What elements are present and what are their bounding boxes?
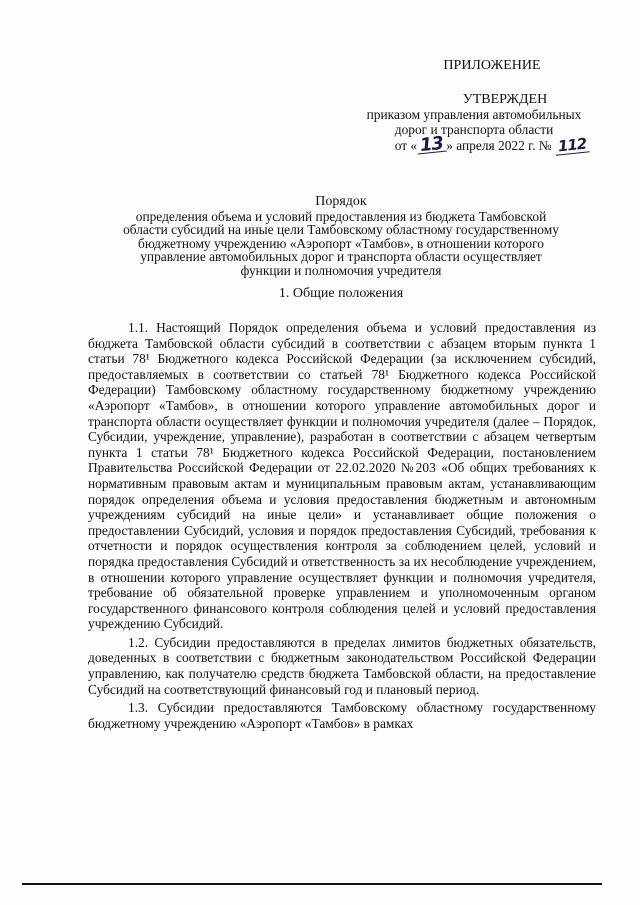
title-line-1: определения объема и условий предоставления из бюджета Тамбовской — [135, 208, 547, 224]
paragraph-1-1: 1.1. Настоящий Порядок определения объема и условий предоставления из бюджета Тамбовской области субсидий в соответствии с абзацем вторым пункта 1 статьи 78¹ Бюджетного кодекса Российской Федерации (за исключением субсидий, предоставляемых в соответствии со статьей 78¹ Бюджетного кодекса Российской Федерации) Тамбовскому областному государственному бюджетному учреждению «Аэропорт «Тамбов», в отношении которого управление автомобильных дорог и транспорта области осуществляет функции и полномочия учредителя (далее – Порядок, Субсидии, учреждение, управление), разработан в соответствии с абзацем четвертым пункта 1 статьи 78¹ Бюджетного кодекса Российской Федерации, постановлением Правительства Российской Федерации от 22.02.2020 №203 «Об общих требованиях к нормативным правовым актам и муниципальным правовым актам, устанавливающим порядок определения объема и условия предоставления бюджетным и автономным учреждениям субсидий на иные цели» и устанавливает общие положения о предоставлении Субсидий, условия и порядок предоставления Субсидий, требования к отчетности и порядок осуществления контроля за соблюдением целей, условий и порядка предоставления Субсидий и ответственность за их несоблюдение учреждением, в отношении которого управление осуществляет функции и полномочия учредителя, требование об обязательной проверке управлением и уполномоченным органом государственного финансового контроля соблюдения целей и условий предоставления учреждению Субсидий. — [88, 320, 596, 632]
document-body — [88, 320, 596, 734]
paragraph-1-2: 1.2. Субсидии предоставляются в пределах лимитов бюджетных обязательств, доведенных в соответствии с бюджетным законодательством Российской Федерации управлению, как получателю средств бюджета Тамбовской области, на предоставление Субсидий на соответствующий финансовый год и плановый период. — [88, 634, 596, 697]
date-suffix: » апреля 2022 г. № — [446, 138, 552, 153]
approval-stamp-block — [344, 58, 604, 157]
bottom-divider — [22, 883, 602, 885]
document-title — [96, 195, 586, 278]
approved-label: УТВЕРЖДЕН — [462, 92, 548, 107]
title-line-3: бюджетному учреждению «Аэропорт «Тамбов», в отношении которого — [138, 235, 544, 251]
title-line-4: управление автомобильных дорог и транспорта области осуществляет — [140, 249, 542, 265]
order-line-2: дорог и транспорта области — [394, 122, 554, 137]
section-heading: 1. Общие положения — [278, 286, 404, 301]
order-date-line — [380, 132, 604, 157]
title-line-2: области субсидий на иные цели Тамбовскому областному государственному — [123, 222, 559, 238]
title-main: Порядок — [315, 194, 367, 209]
title-line-5: функции и полномочия учредителя — [240, 262, 442, 278]
date-prefix: от « — [394, 138, 418, 153]
handwritten-order-number: 112 — [554, 136, 590, 155]
appendix-label: ПРИЛОЖЕНИЕ — [443, 58, 541, 73]
handwritten-day: 13 — [416, 136, 447, 155]
paragraph-1-3: 1.3. Субсидии предоставляются Тамбовскому областному государственному бюджетному учреждению «Аэропорт «Тамбов» в рамках — [88, 700, 596, 731]
order-line-1: приказом управления автомобильных — [366, 107, 582, 122]
